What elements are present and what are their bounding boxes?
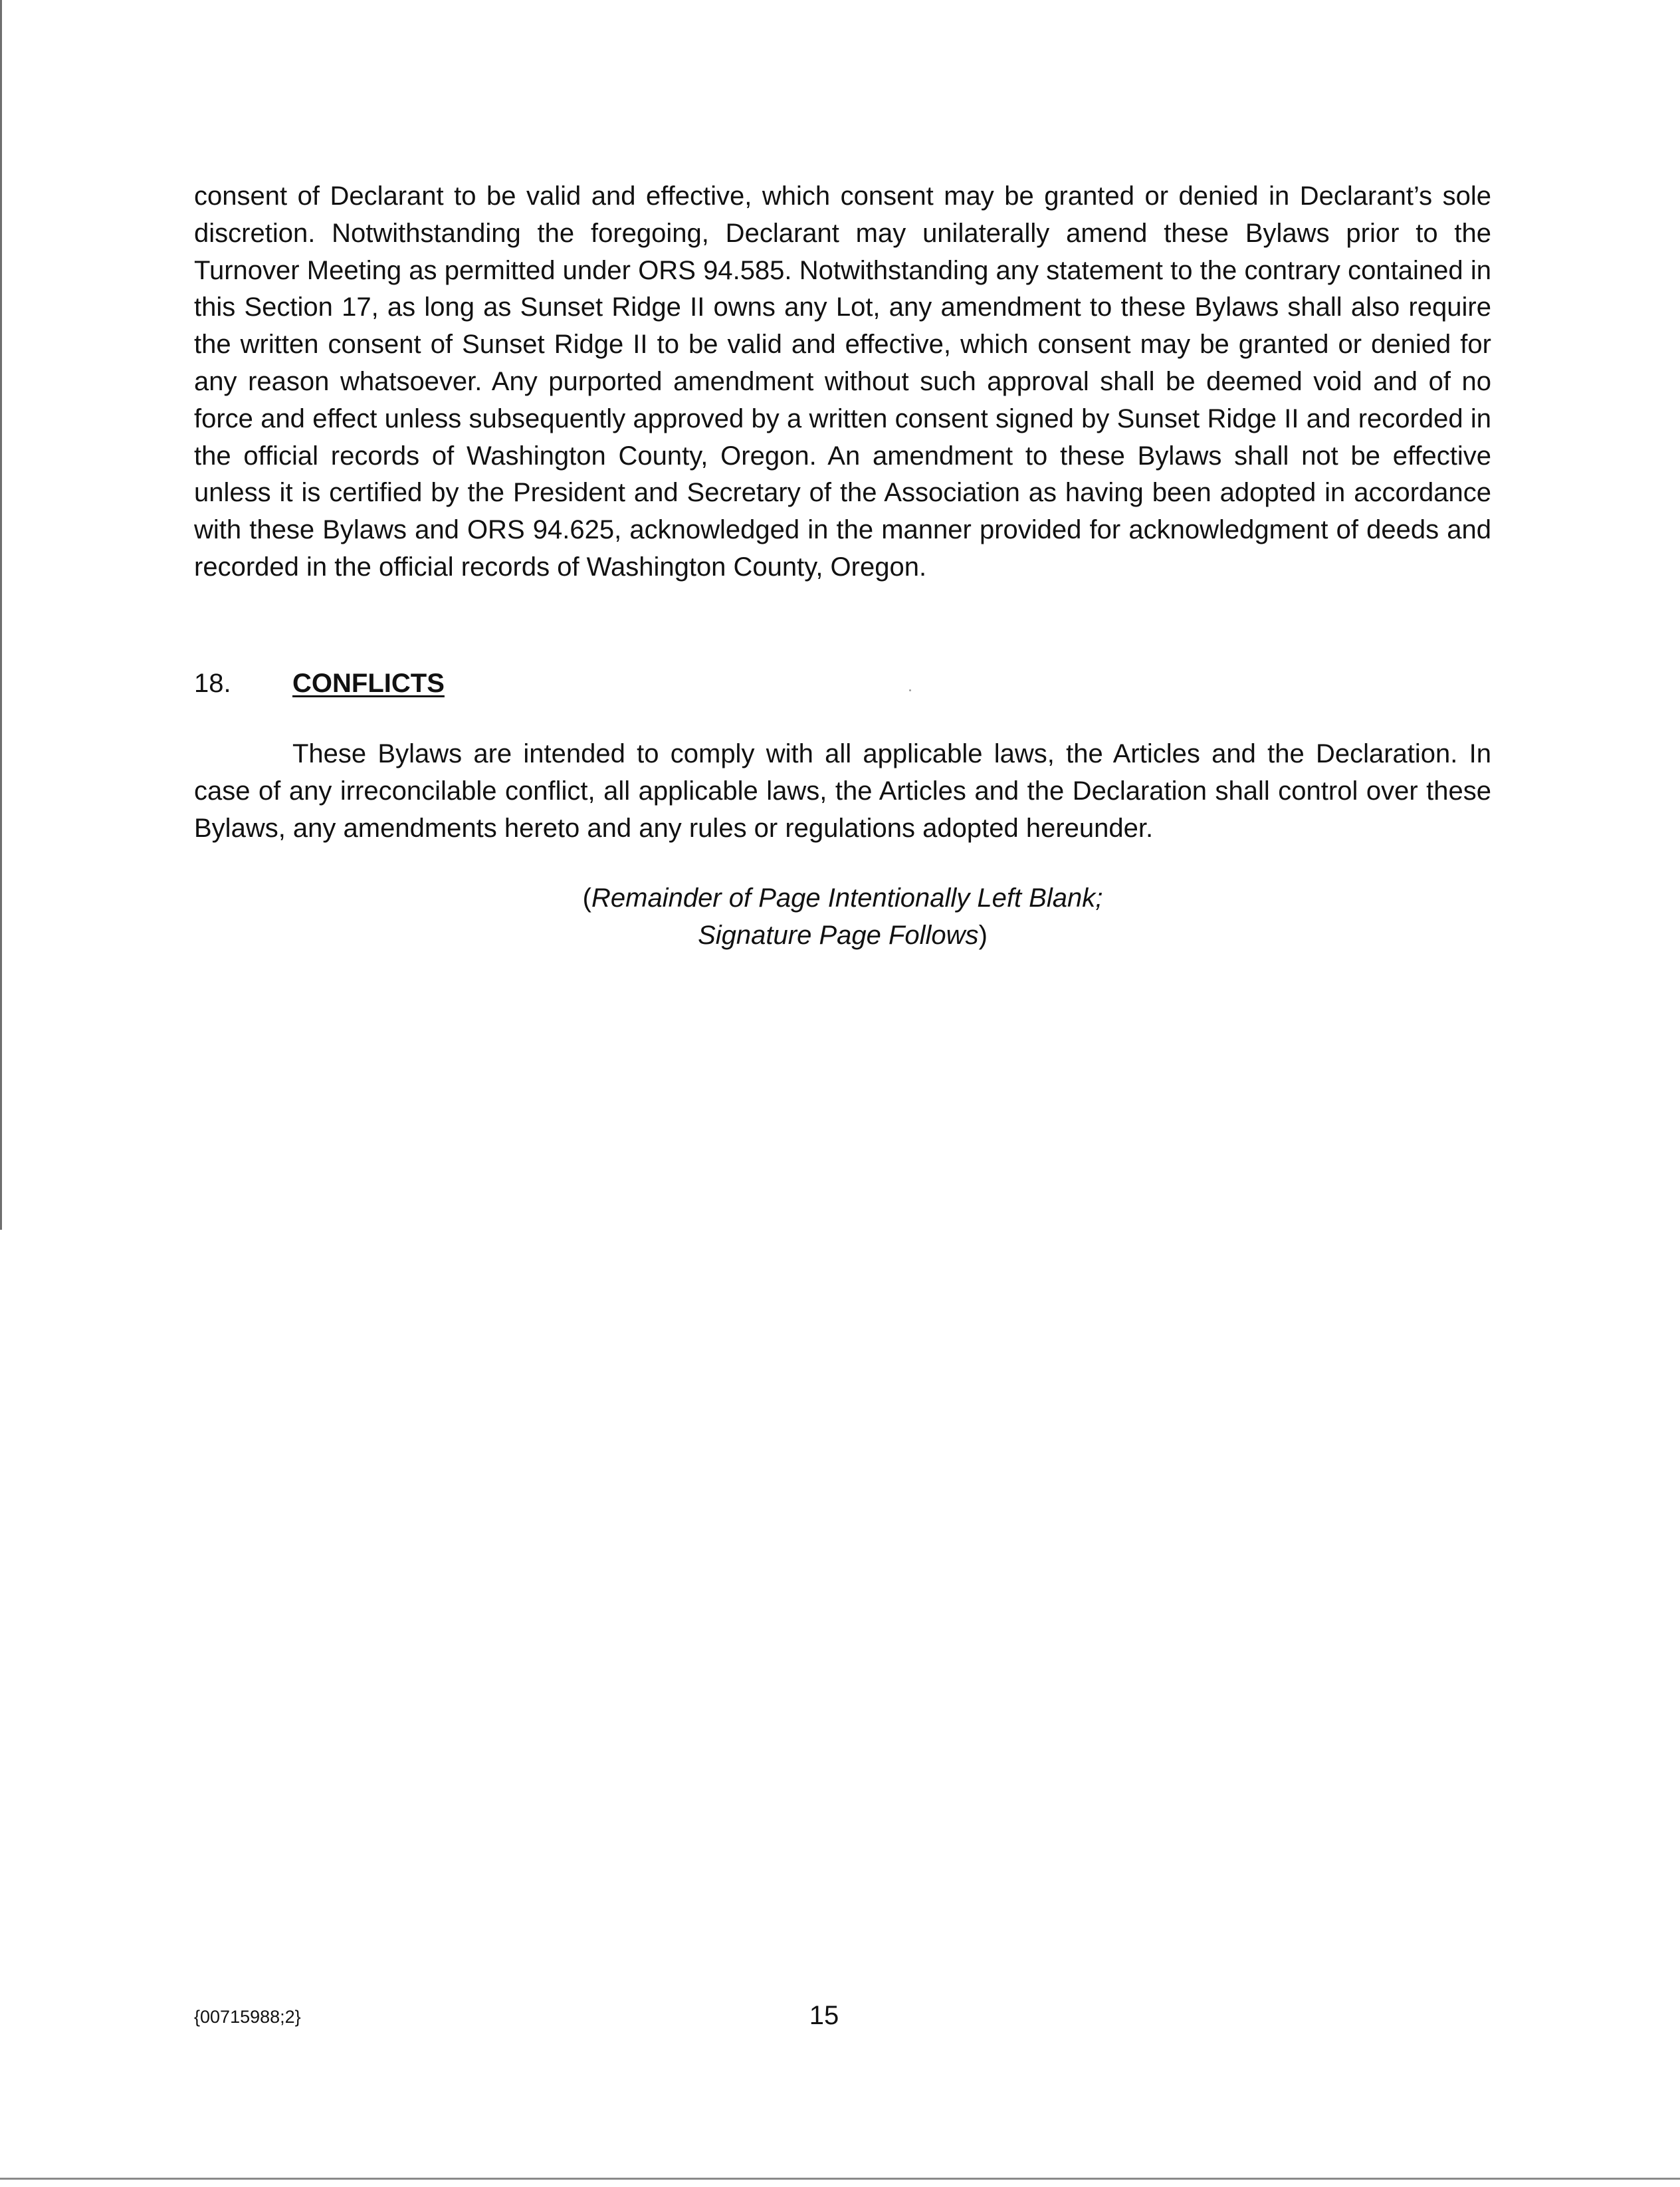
remainder-note xyxy=(194,879,1491,954)
section-heading xyxy=(194,665,445,702)
scan-speck xyxy=(909,689,911,691)
scan-edge-bottom xyxy=(0,2178,1680,2180)
conflicts-paragraph: These Bylaws are intended to comply with all applicable laws, the Articles and the Declaration. In case of any irreconcilable conflict, all applicable laws, the Articles and the Declaration shall control over these Bylaws, any amendments hereto and any rules or regulations adopted hereunder. xyxy=(194,739,1491,843)
scan-edge-left xyxy=(0,0,2,1230)
remainder-close-paren: ) xyxy=(978,921,988,950)
document-id: {00715988;2} xyxy=(194,2007,301,2027)
remainder-line-1: Remainder of Page Intentionally Left Blank; xyxy=(591,883,1103,913)
page-number: 15 xyxy=(809,2001,839,2030)
continued-amendment-paragraph: consent of Declarant to be valid and effective, which consent may be granted or denied in Declarant’s sole discretion. Notwithstanding the foregoing, Declarant may unilaterally amend these Bylaws prior to the Turnover Meeting as permitted under ORS 94.585. Notwithstanding any statement to the contrary contained in this Section 17, as long as Sunset Ridge II owns any Lot, any amendment to these Bylaws shall also require the written consent of Sunset Ridge II to be valid and effective, which consent may be granted or denied for any reason whatsoever. Any purported amendment without such approval shall be deemed void and of no force and effect unless subsequently approved by a written consent signed by Sunset Ridge II and recorded in the official records of Washington County, Oregon. An amendment to these Bylaws shall not be effective unless it is certified by the President and Secretary of the Association as having been adopted in accordance with these Bylaws and ORS 94.625, acknowledged in the manner provided for acknowledgment of deeds and recorded in the official records of Washington County, Oregon. xyxy=(194,181,1491,582)
section-number: 18. xyxy=(194,669,231,698)
remainder-open-paren: ( xyxy=(582,883,591,913)
section-title: CONFLICTS xyxy=(292,669,445,698)
remainder-line-2: Signature Page Follows xyxy=(698,921,979,950)
